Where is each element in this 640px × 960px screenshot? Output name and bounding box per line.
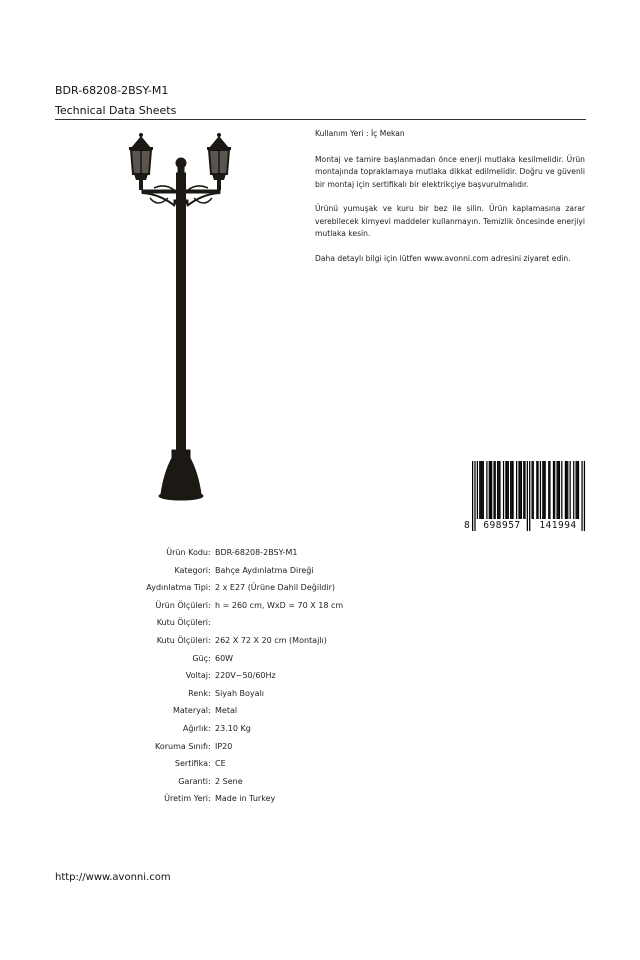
spec-value: Made in Turkey — [215, 794, 276, 804]
barcode-bar — [548, 461, 549, 519]
barcode-bar — [486, 461, 487, 519]
spec-separator: : — [208, 776, 211, 786]
barcode-bar — [566, 461, 567, 519]
spec-value: 262 X 72 X 20 cm (Montajlı) — [215, 635, 327, 645]
barcode-bar — [556, 461, 557, 519]
barcode-bar — [511, 461, 512, 519]
usage-location: Kullanım Yeri : İç Mekan — [315, 129, 405, 138]
spec-separator: : — [208, 706, 211, 716]
spec-separator: : — [208, 583, 211, 593]
spec-label: Aydınlatma Tipi — [146, 583, 208, 593]
barcode-bar — [536, 461, 537, 519]
spec-value: 60W — [215, 653, 234, 663]
barcode-bar — [543, 461, 544, 519]
spec-label: Voltaj — [185, 671, 208, 681]
lamp-post-image — [120, 128, 240, 508]
barcode-left-group: 698957 — [483, 520, 521, 531]
spec-separator: : — [208, 688, 211, 698]
barcode-bar — [533, 461, 534, 519]
spec-label: Kategori — [174, 565, 208, 575]
info-block — [315, 128, 585, 277]
barcode-bar — [516, 461, 517, 519]
spec-separator: : — [208, 635, 211, 645]
spec-label: Ürün Ölçüleri — [155, 600, 208, 610]
barcode-bar — [498, 461, 499, 519]
barcode-bar — [491, 461, 492, 519]
spec-value: BDR-68208-2BSY-M1 — [215, 548, 298, 557]
spec-label: Renk — [188, 688, 208, 698]
barcode-bar — [495, 461, 496, 519]
barcode-first-digit: 8 — [464, 520, 470, 531]
barcode-bar — [570, 461, 571, 519]
spec-label: Kutu Ölçüleri — [156, 618, 208, 628]
barcode-bar — [482, 461, 483, 519]
spec-separator: : — [208, 565, 211, 575]
barcode-bar — [523, 461, 524, 519]
barcode-right-group: 141994 — [539, 520, 577, 531]
barcode-bar — [490, 461, 491, 519]
barcode-bar — [578, 461, 579, 519]
spec-label: Güç — [192, 653, 208, 663]
spec-separator: : — [208, 794, 211, 804]
barcode-bar — [520, 461, 521, 519]
spec-separator: : — [208, 759, 211, 769]
spec-separator: : — [208, 653, 211, 663]
spec-label: Kutu Ölçüleri — [156, 635, 208, 645]
barcode-bar — [518, 461, 519, 519]
spec-label: Ürün Kodu — [166, 548, 208, 557]
barcode-bar — [510, 461, 511, 519]
barcode-bar — [540, 461, 541, 519]
barcode-bar — [506, 461, 507, 519]
spec-label: Sertifika — [174, 759, 208, 769]
safety-paragraph: Montaj ve tamire başlanmadan önce enerji mutlaka kesilmelidir. Ürün montajında topraklamaya mutlaka dikkat edilmelidir. Doğru ve güvenli bir montaj için sertifikalı bir elektrikçiye başvurulmalıdır. — [315, 154, 585, 189]
barcode-bar — [531, 461, 532, 519]
barcode-bar — [483, 461, 484, 519]
barcode-bar — [553, 461, 554, 519]
barcode-bar — [537, 461, 538, 519]
spec-label: Garanti — [178, 776, 208, 786]
spec-separator: : — [208, 618, 211, 628]
barcode-bar — [575, 461, 576, 519]
spec-separator: : — [208, 600, 211, 610]
barcode-bar — [512, 461, 513, 519]
barcode-bar — [480, 461, 481, 519]
barcode-bar — [505, 461, 506, 519]
spec-separator: : — [208, 548, 211, 557]
barcode-bar — [524, 461, 525, 519]
header-divider — [55, 119, 586, 120]
spec-separator: : — [208, 671, 211, 681]
spec-label: Koruma Sınıfı — [155, 741, 208, 751]
spec-separator: : — [208, 723, 211, 733]
barcode-bar — [493, 461, 494, 519]
document-subtitle: Technical Data Sheets — [55, 104, 177, 117]
barcode-bar — [542, 461, 543, 519]
spec-separator: : — [208, 741, 211, 751]
barcode-bar — [561, 461, 562, 519]
spec-value: h = 260 cm, WxD = 70 X 18 cm — [215, 600, 344, 610]
barcode-bar — [503, 461, 504, 519]
spec-value: IP20 — [215, 741, 233, 751]
spec-value: 2 x E27 (Ürüne Dahil Değildir) — [215, 583, 335, 593]
spec-value: Siyah Boyalı — [215, 688, 265, 698]
spec-label: Üretim Yeri — [164, 794, 208, 804]
spec-value: 2 Sene — [215, 776, 243, 786]
barcode-bar — [508, 461, 509, 519]
website-link[interactable]: http://www.avonni.com — [55, 872, 171, 883]
product-code-title: BDR-68208-2BSY-M1 — [55, 84, 169, 97]
barcode-bar — [497, 461, 498, 519]
spec-value: Bahçe Aydınlatma Direği — [215, 565, 314, 575]
barcode-bar — [565, 461, 566, 519]
barcode-bar — [549, 461, 550, 519]
barcode-bar — [499, 461, 500, 519]
barcode-bar — [545, 461, 546, 519]
barcode-bar — [477, 461, 478, 519]
spec-value: Metal — [215, 706, 238, 716]
barcode-bar — [573, 461, 574, 519]
details-paragraph: Daha detaylı bilgi için lütfen www.avonni.com adresini ziyaret edin. — [315, 253, 571, 263]
spec-value: 220V~50/60Hz — [215, 671, 276, 681]
spec-label: Ağırlık — [182, 723, 208, 733]
barcode-bar — [521, 461, 522, 519]
cleaning-paragraph: Ürünü yumuşak ve kuru bir bez ile silin. Ürün kaplamasına zarar verebilecek kimyevi maddeler kullanmayın. Temizlik öncesinde enerjiyi mutlaka kesin. — [315, 204, 585, 238]
barcode-number — [464, 520, 586, 532]
barcode-bar — [554, 461, 555, 519]
barcode-bar — [489, 461, 490, 519]
spec-value: 23.10 Kg — [215, 723, 251, 733]
spec-label: Materyal — [172, 706, 208, 716]
barcode-bar — [567, 461, 568, 519]
barcode-bar — [558, 461, 559, 519]
barcode-bar — [559, 461, 560, 519]
barcode-bar — [577, 461, 578, 519]
barcode-bar — [479, 461, 480, 519]
spec-value: CE — [215, 759, 226, 769]
